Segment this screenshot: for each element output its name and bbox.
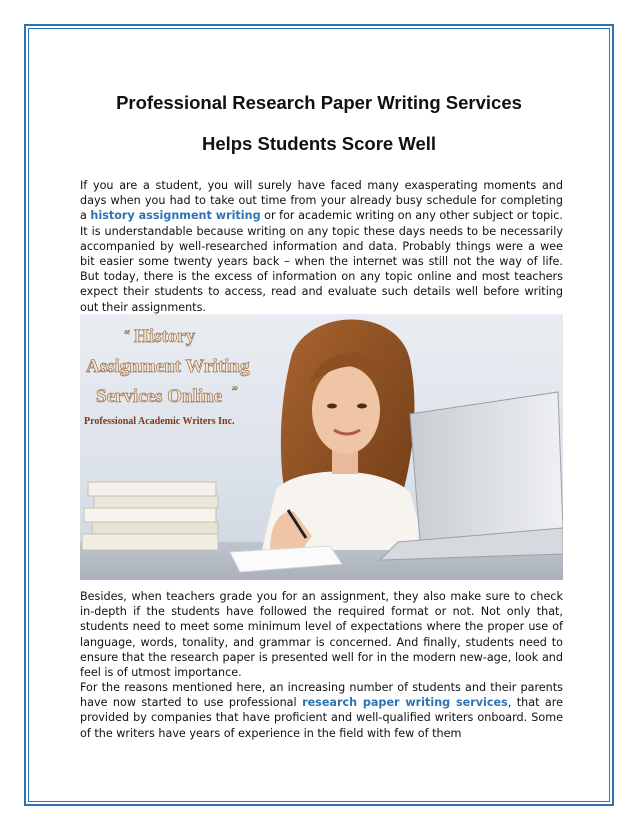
paragraph-services-text-before: For the reasons mentioned here, an increasing number of students and their parents have now started to use professional bbox=[80, 681, 563, 710]
paragraph-intro bbox=[80, 178, 563, 315]
paragraph-intro-text-before: If you are a student, you will surely have faced many exasperating moments and days when you had to take out time from your already busy schedule for completing a bbox=[80, 179, 563, 223]
paragraph-services bbox=[80, 680, 563, 741]
book-stack bbox=[82, 482, 218, 550]
paragraph-grading: Besides, when teachers grade you for an assignment, they also make sure to check in-depth if the students have followed the required format or not. Not only that, students need to meet some minimum level of expectations where the proper use of language, words, tonality, and grammar is concerned. And finally, students need to ensure that the research paper is presented well for in the modern new-age, look and feel is of utmost importance. bbox=[80, 590, 563, 680]
caption-quote-open: “ bbox=[124, 327, 130, 341]
caption-quote-close: ” bbox=[232, 383, 238, 397]
paragraph-intro-text-after: or for academic writing on any other subject or topic. It is understandable because writing on any topic these days needs to be necessarily accompanied by well-researched information and data. Probably things were a wee bit easier some twenty years back – when the internet was still not the way of life. But today, there is the excess of information on any topic online and most teachers expect their students to access, read and evaluate such details well before writing out their assignments. bbox=[80, 209, 563, 314]
caption-line3: Services Online bbox=[96, 386, 223, 407]
caption-line1: History bbox=[134, 326, 196, 347]
history-assignment-writing-link[interactable]: history assignment writing bbox=[90, 209, 261, 223]
promo-photo-illustration bbox=[80, 314, 563, 580]
woman-face bbox=[312, 366, 380, 454]
caption-company: Professional Academic Writers Inc. bbox=[84, 416, 235, 427]
document-title-line1: Professional Research Paper Writing Services bbox=[116, 92, 522, 113]
caption-line2: Assignment Writing bbox=[86, 356, 250, 377]
document-title-line2: Helps Students Score Well bbox=[201, 133, 437, 154]
paragraph-services-text-after: , that are provided by companies that have proficient and well-qualified writers onboard. Some of the writers have years of experience in the field with few of them bbox=[80, 696, 563, 740]
research-paper-writing-services-link[interactable]: research paper writing services bbox=[302, 696, 508, 710]
promo-photo bbox=[80, 314, 563, 580]
